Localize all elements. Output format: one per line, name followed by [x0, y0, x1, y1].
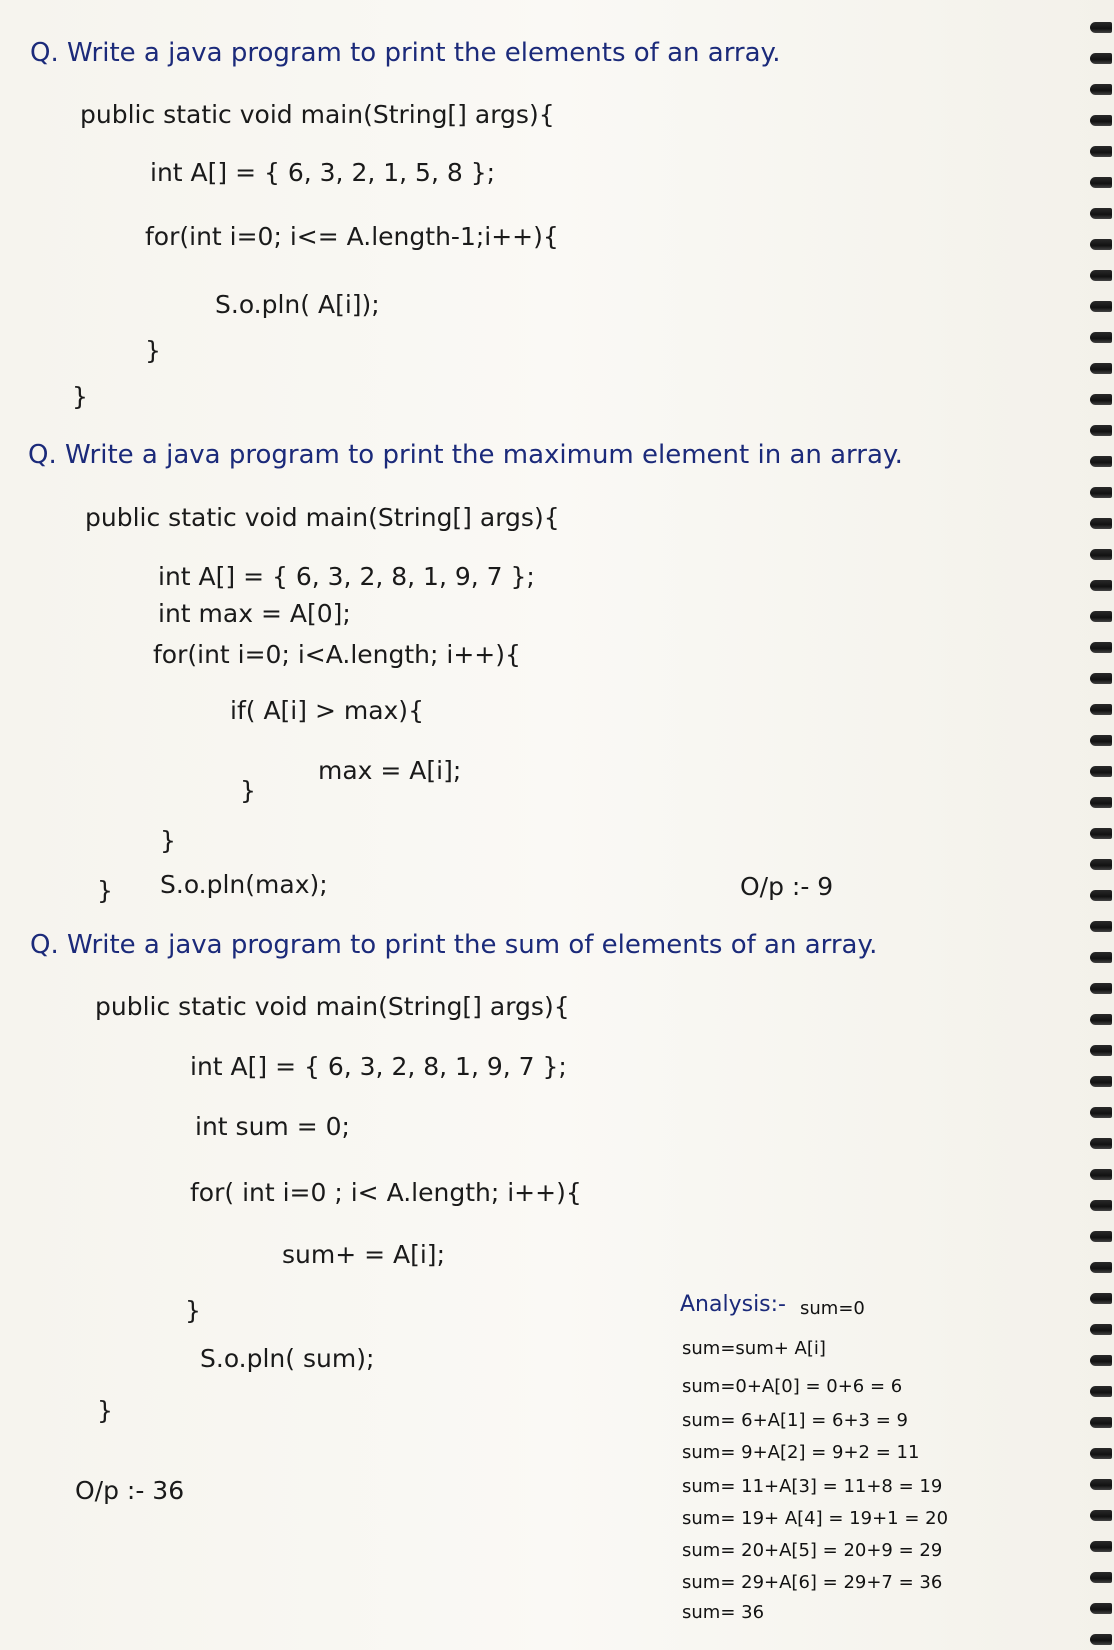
q3-code-line-6: } [185, 1296, 201, 1325]
question-3-prompt: Q. Write a java program to print the sum of elements of an array. [30, 930, 878, 960]
spiral-ring [1090, 1324, 1112, 1335]
spiral-ring [1090, 1169, 1112, 1180]
spiral-ring [1090, 1510, 1112, 1521]
analysis-line-6: sum= 11+A[3] = 11+8 = 19 [682, 1476, 943, 1497]
spiral-ring [1090, 983, 1112, 994]
q1-code-line-5: } [145, 336, 161, 365]
q2-code-line-4: for(int i=0; i<A.length; i++){ [153, 640, 521, 669]
spiral-binding [1084, 0, 1114, 1650]
q3-code-line-5: sum+ = A[i]; [282, 1240, 445, 1269]
spiral-ring [1090, 53, 1112, 64]
q2-code-line-7: } [240, 776, 256, 805]
spiral-ring [1090, 1448, 1112, 1459]
analysis-line-3: sum=0+A[0] = 0+6 = 6 [682, 1376, 903, 1397]
spiral-ring [1090, 1417, 1112, 1428]
spiral-ring [1090, 1572, 1112, 1583]
question-1-prompt: Q. Write a java program to print the elements of an array. [30, 38, 781, 68]
spiral-ring [1090, 1231, 1112, 1242]
spiral-ring [1090, 239, 1112, 250]
q3-output: O/p :- 36 [75, 1476, 185, 1505]
spiral-ring [1090, 1479, 1112, 1490]
q2-code-line-10: S.o.pln(max); [160, 870, 328, 899]
q2-code-line-6: max = A[i]; [318, 756, 462, 785]
spiral-ring [1090, 208, 1112, 219]
spiral-ring [1090, 270, 1112, 281]
q2-code-line-5: if( A[i] > max){ [230, 696, 424, 725]
spiral-ring [1090, 1603, 1112, 1614]
analysis-line-2: sum=sum+ A[i] [682, 1338, 826, 1359]
spiral-ring [1090, 1076, 1112, 1087]
spiral-ring [1090, 456, 1112, 467]
spiral-ring [1090, 704, 1112, 715]
spiral-ring [1090, 487, 1112, 498]
spiral-ring [1090, 518, 1112, 529]
spiral-ring [1090, 921, 1112, 932]
spiral-ring [1090, 952, 1112, 963]
spiral-ring [1090, 115, 1112, 126]
spiral-ring [1090, 1107, 1112, 1118]
spiral-ring [1090, 22, 1112, 33]
spiral-ring [1090, 1355, 1112, 1366]
spiral-ring [1090, 146, 1112, 157]
spiral-ring [1090, 673, 1112, 684]
q3-code-line-8: } [97, 1396, 113, 1425]
analysis-line-4: sum= 6+A[1] = 6+3 = 9 [682, 1410, 908, 1431]
question-2-prompt: Q. Write a java program to print the maximum element in an array. [28, 440, 903, 470]
spiral-ring [1090, 1634, 1112, 1645]
spiral-ring [1090, 797, 1112, 808]
spiral-ring [1090, 642, 1112, 653]
spiral-ring [1090, 735, 1112, 746]
q1-code-line-2: int A[] = { 6, 3, 2, 1, 5, 8 }; [150, 158, 496, 187]
analysis-line-5: sum= 9+A[2] = 9+2 = 11 [682, 1442, 920, 1463]
spiral-ring [1090, 394, 1112, 405]
spiral-ring [1090, 1541, 1112, 1552]
spiral-ring [1090, 84, 1112, 95]
q2-code-line-9: } [97, 876, 113, 905]
spiral-ring [1090, 890, 1112, 901]
analysis-line-8: sum= 20+A[5] = 20+9 = 29 [682, 1540, 943, 1561]
q3-code-line-2: int A[] = { 6, 3, 2, 8, 1, 9, 7 }; [190, 1052, 567, 1081]
spiral-ring [1090, 1014, 1112, 1025]
spiral-ring [1090, 859, 1112, 870]
spiral-ring [1090, 580, 1112, 591]
spiral-ring [1090, 363, 1112, 374]
spiral-ring [1090, 1293, 1112, 1304]
spiral-ring [1090, 332, 1112, 343]
spiral-ring [1090, 177, 1112, 188]
spiral-ring [1090, 1262, 1112, 1273]
analysis-line-1: sum=0 [800, 1298, 865, 1319]
analysis-line-7: sum= 19+ A[4] = 19+1 = 20 [682, 1508, 949, 1529]
q2-code-line-2: int A[] = { 6, 3, 2, 8, 1, 9, 7 }; [158, 562, 535, 591]
q3-code-line-3: int sum = 0; [195, 1112, 350, 1141]
spiral-ring [1090, 1138, 1112, 1149]
q3-code-line-4: for( int i=0 ; i< A.length; i++){ [190, 1178, 582, 1207]
q2-code-line-8: } [160, 826, 176, 855]
analysis-line-9: sum= 29+A[6] = 29+7 = 36 [682, 1572, 943, 1593]
spiral-ring [1090, 1200, 1112, 1211]
q1-code-line-1: public static void main(String[] args){ [80, 100, 555, 129]
spiral-ring [1090, 766, 1112, 777]
q1-code-line-3: for(int i=0; i<= A.length-1;i++){ [145, 222, 559, 251]
spiral-ring [1090, 549, 1112, 560]
q3-code-line-7: S.o.pln( sum); [200, 1344, 375, 1373]
spiral-ring [1090, 611, 1112, 622]
analysis-title: Analysis:- [680, 1292, 786, 1317]
analysis-line-10: sum= 36 [682, 1602, 765, 1623]
q1-code-line-4: S.o.pln( A[i]); [215, 290, 380, 319]
q3-code-line-1: public static void main(String[] args){ [95, 992, 570, 1021]
spiral-ring [1090, 828, 1112, 839]
q1-code-line-6: } [72, 382, 88, 411]
q2-code-line-1: public static void main(String[] args){ [85, 503, 560, 532]
spiral-ring [1090, 425, 1112, 436]
spiral-ring [1090, 301, 1112, 312]
q2-output: O/p :- 9 [740, 872, 834, 901]
spiral-ring [1090, 1045, 1112, 1056]
q2-code-line-3: int max = A[0]; [158, 599, 351, 628]
spiral-ring [1090, 1386, 1112, 1397]
